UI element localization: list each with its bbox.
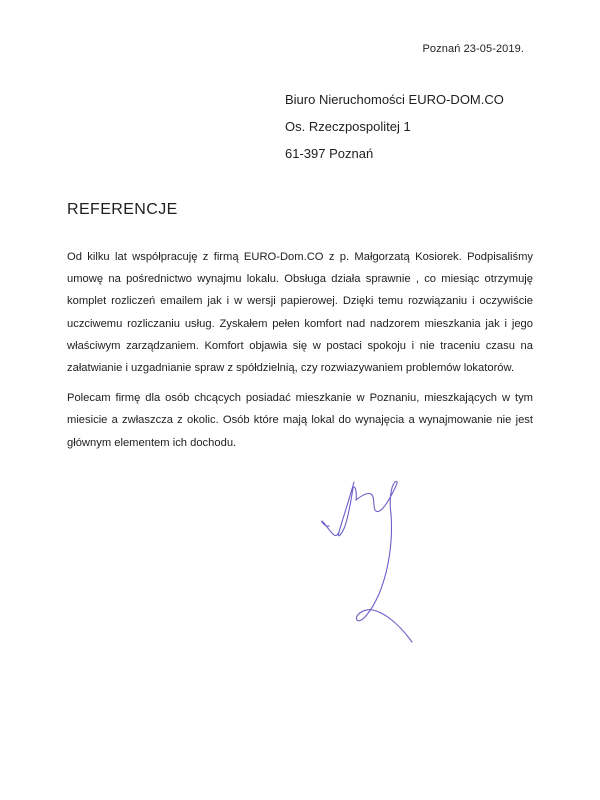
- recipient-company: Biuro Nieruchomości EURO-DOM.CO: [285, 92, 504, 107]
- recipient-address: [285, 86, 504, 167]
- paragraph-1: Od kilku lat współpracuję z firmą EURO-Dom.CO z p. Małgorzatą Kosiorek. Podpisaliśmy umowę na pośrednictwo wynajmu lokalu. Obsługa działa sprawnie , co miesiąc otrzymuję komplet rozliczeń emailem jak i w wersji papierowej. Dzięki temu rozwiązaniu i oczywiście uczciwemu rozliczaniu usług. Zyskałem pełen komfort nad nadzorem mieszkania jak i jego właściwym zarządzaniem. Komfort objawia się w postaci spokoju i nie traceniu czasu na załatwianie i uzgadnianie spraw z spółdzielnią, czy rozwiazywaniem problemów lokatorów.: [67, 251, 533, 375]
- paragraph-2: Polecam firmę dla osób chcących posiadać mieszkanie w Poznaniu, mieszkających w tym miesicie a zwłaszcza z okolic. Osób które mają lokal do wynajęcia a wynajmowanie nie jest głównym elementem ich dochodu.: [67, 392, 533, 449]
- letter-body: [67, 246, 533, 454]
- recipient-street: Os. Rzeczpospolitej 1: [285, 119, 411, 134]
- recipient-city: 61-397 Poznań: [285, 146, 374, 161]
- letter-date: Poznań 23-05-2019.: [422, 43, 524, 55]
- handwritten-signature: [315, 470, 415, 660]
- letter-title: REFERENCJE: [67, 201, 178, 218]
